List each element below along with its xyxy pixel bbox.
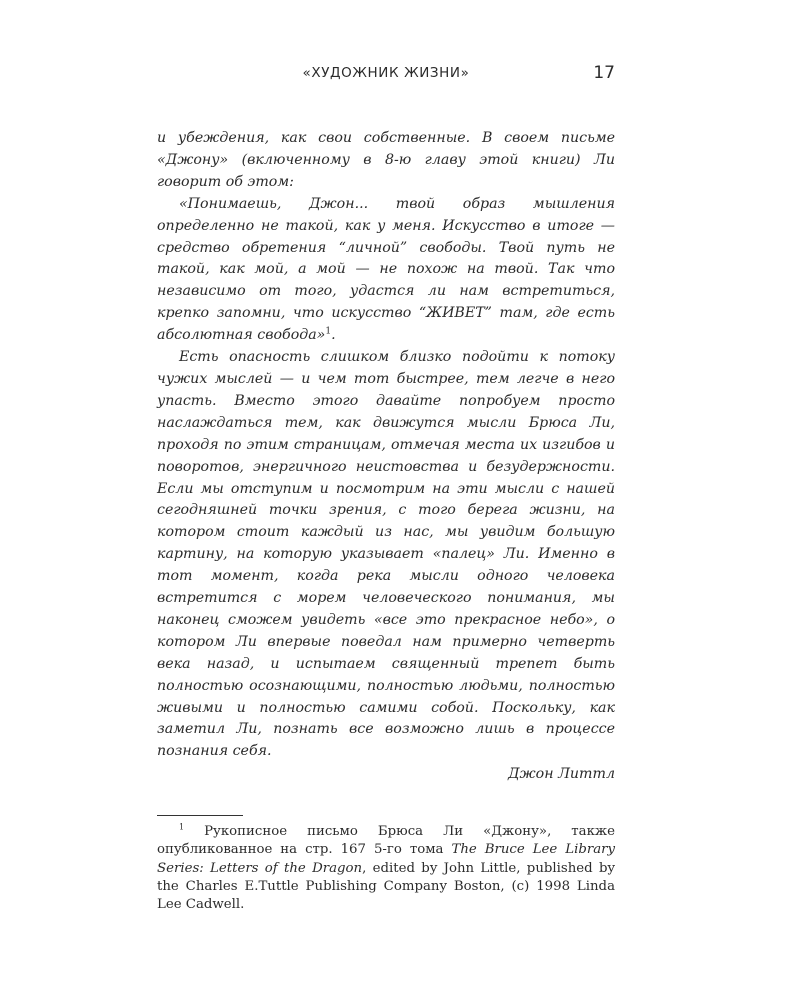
footnote-reference: 1	[325, 326, 332, 337]
quote-end-period: .	[331, 327, 336, 344]
page-number: 17	[593, 63, 615, 83]
footnote-text	[157, 823, 615, 914]
paragraph: Есть опасность слишком близко подойти к потоку чужих мыслей — и чем тот быстрее, тем легче в него упасть. Вместо этого давайте попробуем просто наслаждаться тем, как движутся мысли Брюса Ли, проходя по этим страницам, отмечая места их изгибов и поворотов, энергичного неистовства и безудержности. Если мы отступим и посмотрим на эти мысли с нашей сегодняшней точки зрения, с того берега жизни, на котором стоит каждый из нас, мы увидим большую картину, на которую указывает «палец» Ли. Именно в тот момент, когда река мысли одного человека встретится с морем человеческого понимания, мы наконец сможем увидеть «все это прекрасное небо», о котором Ли впервые поведал нам примерно четверть века назад, и испытаем священный трепет быть полностью осознающими, полностью людьми, полностью живыми и полностью самими собой. Поскольку, как заметил Ли, познать все возможно лишь в процессе познания себя.	[157, 349, 615, 760]
running-head	[157, 63, 615, 87]
quoted-letter-paragraph	[157, 194, 615, 347]
quote-text: «Понимаешь, Джон... твой образ мышления определенно не такой, как у меня. Искусство в итоге — средство обретения “личной” свободы. Твой путь не такой, как мой, а мой — не похож на твой. Так что независимо от того, удастся ли нам встретиться, крепко запомни, что искусство “ЖИВЕТ” там, где есть абсолютная свобода»	[157, 195, 615, 344]
main-text	[157, 128, 615, 786]
footnote-marker: 1	[179, 822, 185, 832]
footnote-text-part-b: , edited by John Little, published by the Charles E.Tuttle Publishing Company Boston, (c) 1998 Linda Lee Cadwell.	[157, 860, 615, 913]
author-signature: Джон Литтл	[508, 766, 615, 783]
footnote-divider	[157, 815, 243, 816]
footnote	[157, 823, 615, 914]
footnote-book-title: The Bruce Lee Library Series: Letters of the Dragon	[157, 842, 615, 876]
footnote-text-part-a: Рукописное письмо Брюса Ли «Джону», также опубликованное на стр. 167 5-го тома	[157, 824, 615, 858]
paragraph-continuation: и убеждения, как свои собственные. В своем письме «Джону» (включенному в 8-ю главу этой книги) Ли говорит об этом:	[157, 130, 615, 190]
running-title: «ХУДОЖНИК ЖИЗНИ»	[302, 65, 470, 81]
